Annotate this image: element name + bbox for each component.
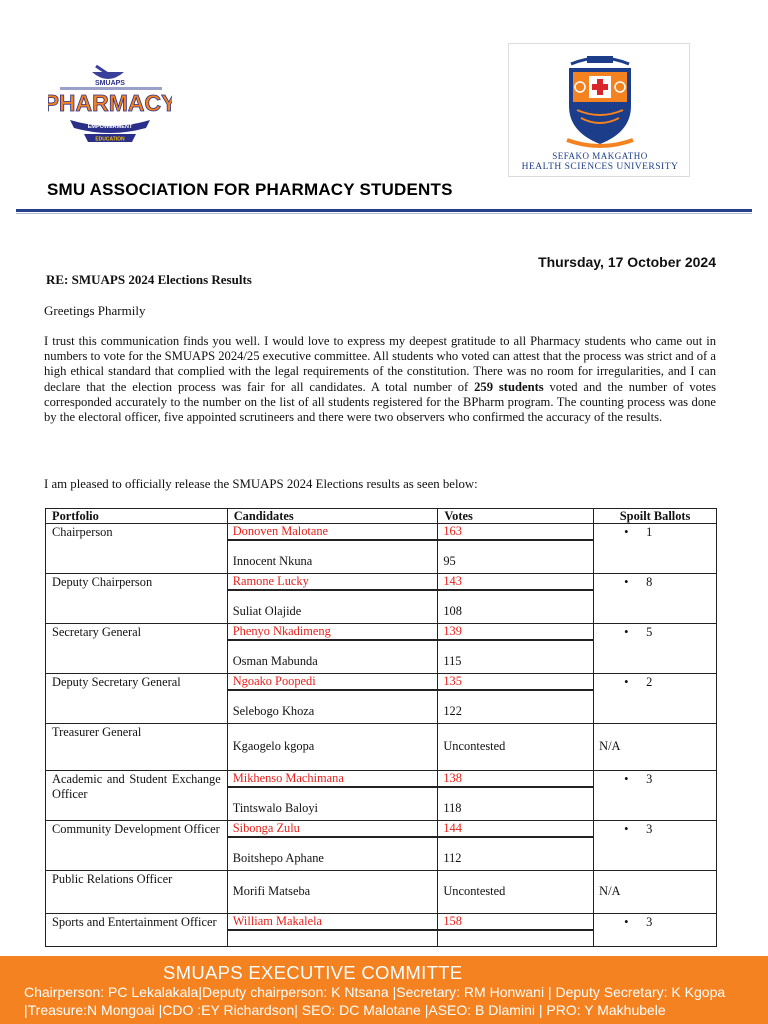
candidate-votes: Uncontested — [443, 884, 506, 898]
university-name-line2: HEALTH SCIENCES UNIVERSITY — [521, 162, 679, 172]
table-row — [46, 914, 717, 947]
candidate-votes: Uncontested — [443, 739, 506, 753]
candidate-votes: 118 — [443, 801, 462, 815]
logo-main-text: PHARMACY — [48, 90, 172, 116]
votes-cell — [438, 574, 594, 624]
votes-cell — [438, 624, 594, 674]
election-results-table — [45, 508, 717, 947]
candidate-votes: 112 — [443, 851, 462, 865]
logo-sub-text: EDUCATION — [95, 136, 125, 143]
portfolio-cell: Community Development Officer — [46, 821, 228, 871]
table-row — [46, 524, 717, 574]
title-divider — [16, 209, 752, 212]
candidate-votes: 122 — [443, 704, 462, 718]
footer-title: SMUAPS EXECUTIVE COMMITTE — [163, 962, 463, 983]
table-row — [46, 821, 717, 871]
smuaps-pharmacy-logo — [48, 60, 172, 150]
spoilt-cell: • 3 — [594, 771, 717, 821]
winner-name: Ngoako Poopedi — [228, 674, 438, 691]
table-row — [46, 624, 717, 674]
spoilt-count: 3 — [646, 915, 653, 929]
spoilt-cell: • 5 — [594, 624, 717, 674]
portfolio-cell: Sports and Entertainment Officer — [46, 914, 228, 947]
candidate-name: Tintswalo Baloyi — [232, 801, 318, 815]
candidates-cell — [227, 674, 438, 724]
winner-votes: 143 — [438, 574, 593, 591]
portfolio-cell: Public Relations Officer — [46, 871, 228, 914]
winner-name: Donoven Malotane — [228, 524, 438, 541]
candidate-name: Selebogo Khoza — [232, 704, 315, 718]
spoilt-count: 3 — [646, 822, 653, 836]
table-header-row — [46, 509, 717, 524]
header-candidates: Candidates — [227, 509, 438, 524]
body-total-students: 259 students — [474, 379, 544, 394]
table-row — [46, 574, 717, 624]
winner-votes: 158 — [438, 914, 593, 931]
candidate-name: Boitshepo Aphane — [232, 851, 324, 865]
university-crest-icon — [563, 50, 637, 150]
header-spoilt-ballots: Spoilt Ballots — [594, 509, 717, 524]
candidates-cell — [227, 724, 438, 771]
winner-name: Phenyo Nkadimeng — [228, 624, 438, 641]
candidate-name: Innocent Nkuna — [232, 554, 313, 568]
winner-votes: 144 — [438, 821, 593, 838]
portfolio-cell: Chairperson — [46, 524, 228, 574]
winner-votes: 135 — [438, 674, 593, 691]
candidates-cell — [227, 914, 438, 947]
organization-title: SMU ASSOCIATION FOR PHARMACY STUDENTS — [47, 180, 453, 199]
candidate-name: Suliat Olajide — [232, 604, 302, 618]
portfolio-cell: Deputy Chairperson — [46, 574, 228, 624]
letter-date: Thursday, 17 October 2024 — [538, 254, 716, 270]
spoilt-cell: • 2 — [594, 674, 717, 724]
candidate-name: Kgaogelo kgopa — [232, 739, 315, 753]
spoilt-count: N/A — [599, 884, 621, 898]
results-intro: I am pleased to officially release the SMUAPS 2024 Elections results as seen below: — [44, 477, 478, 491]
votes-cell — [438, 871, 594, 914]
candidates-cell — [227, 871, 438, 914]
candidates-cell — [227, 524, 438, 574]
footer-line1: Chairperson: PC Lekalakala|Deputy chairperson: K Ntsana |Secretary: RM Honwani | Deputy Secretary: K Kgopa — [24, 984, 726, 1000]
spoilt-count: N/A — [599, 739, 621, 753]
winner-votes: 163 — [438, 524, 593, 541]
title-divider-shadow — [16, 213, 752, 214]
winner-name: William Makalela — [228, 914, 438, 931]
candidate-name: Osman Mabunda — [232, 654, 318, 668]
candidate-name: Morifi Matseba — [232, 884, 311, 898]
winner-votes: 139 — [438, 624, 593, 641]
portfolio-cell: Treasurer General — [46, 724, 228, 771]
spoilt-cell: • 3 — [594, 914, 717, 947]
winner-name: Sibonga Zulu — [228, 821, 438, 838]
candidates-cell — [227, 574, 438, 624]
table-row — [46, 724, 717, 771]
spoilt-count: 3 — [646, 772, 653, 786]
logo-banner-text: EMPOWERMENT — [87, 124, 133, 130]
candidate-votes: 108 — [443, 604, 462, 618]
executive-footer — [0, 956, 768, 1024]
spoilt-cell: • 3 — [594, 821, 717, 871]
votes-cell — [438, 821, 594, 871]
spoilt-cell — [594, 871, 717, 914]
spoilt-count: 8 — [646, 575, 653, 589]
candidates-cell — [227, 771, 438, 821]
body-part2: voted and the number of votes corresponded accurately to the number on the list of all students registered for the BPharm program. The counting process was done by the electoral officer, five appointed scrutineers and there were two observers who confirmed the accuracy of the results. — [44, 379, 716, 425]
portfolio-cell: Secretary General — [46, 624, 228, 674]
table-row — [46, 771, 717, 821]
footer-line2: |Treasure:N Mongoai |CDO :EY Richardson| SEO: DC Malotane |ASEO: B Dlamini | PRO: Y Makhubele — [24, 1002, 666, 1018]
votes-cell — [438, 771, 594, 821]
university-logo — [508, 43, 690, 177]
winner-votes: 138 — [438, 771, 593, 788]
winner-name: Ramone Lucky — [228, 574, 438, 591]
spoilt-cell — [594, 724, 717, 771]
candidate-votes: 95 — [443, 554, 456, 568]
portfolio-cell: Deputy Secretary General — [46, 674, 228, 724]
spoilt-cell: • 1 — [594, 524, 717, 574]
table-row — [46, 871, 717, 914]
university-name-line1: SEFAKO MAKGATHO — [552, 151, 648, 161]
header-votes: Votes — [438, 509, 594, 524]
winner-name: Mikhenso Machimana — [228, 771, 438, 788]
candidates-cell — [227, 821, 438, 871]
spoilt-count: 1 — [646, 525, 653, 539]
table-row — [46, 674, 717, 724]
greeting: Greetings Pharmily — [44, 303, 146, 318]
subject-line: RE: SMUAPS 2024 Elections Results — [46, 272, 252, 287]
logo-top-text: SMUAPS — [95, 80, 125, 87]
votes-cell — [438, 524, 594, 574]
spoilt-count: 5 — [646, 625, 653, 639]
mortar-pestle-icon — [92, 66, 124, 79]
votes-cell — [438, 914, 594, 947]
spoilt-count: 2 — [646, 675, 653, 689]
votes-cell — [438, 674, 594, 724]
spoilt-cell: • 8 — [594, 574, 717, 624]
votes-cell — [438, 724, 594, 771]
header-portfolio: Portfolio — [46, 509, 228, 524]
candidate-votes: 115 — [443, 654, 462, 668]
portfolio-cell: Academic and Student Exchange Officer — [46, 771, 228, 821]
body-part1: I trust this communication finds you well. I would love to express my deepest gratitude to all Pharmacy students who came out in numbers to vote for the SMUAPS 2024/25 executive committee. All students who voted can attest that the process was strict and of a high ethical standard that complied with the legal requirements of the constitution. There was no room for irregularities, and I can declare that the election process was fair for all candidates. A total number of — [44, 334, 716, 394]
candidates-cell — [227, 624, 438, 674]
body-paragraph — [44, 334, 716, 425]
